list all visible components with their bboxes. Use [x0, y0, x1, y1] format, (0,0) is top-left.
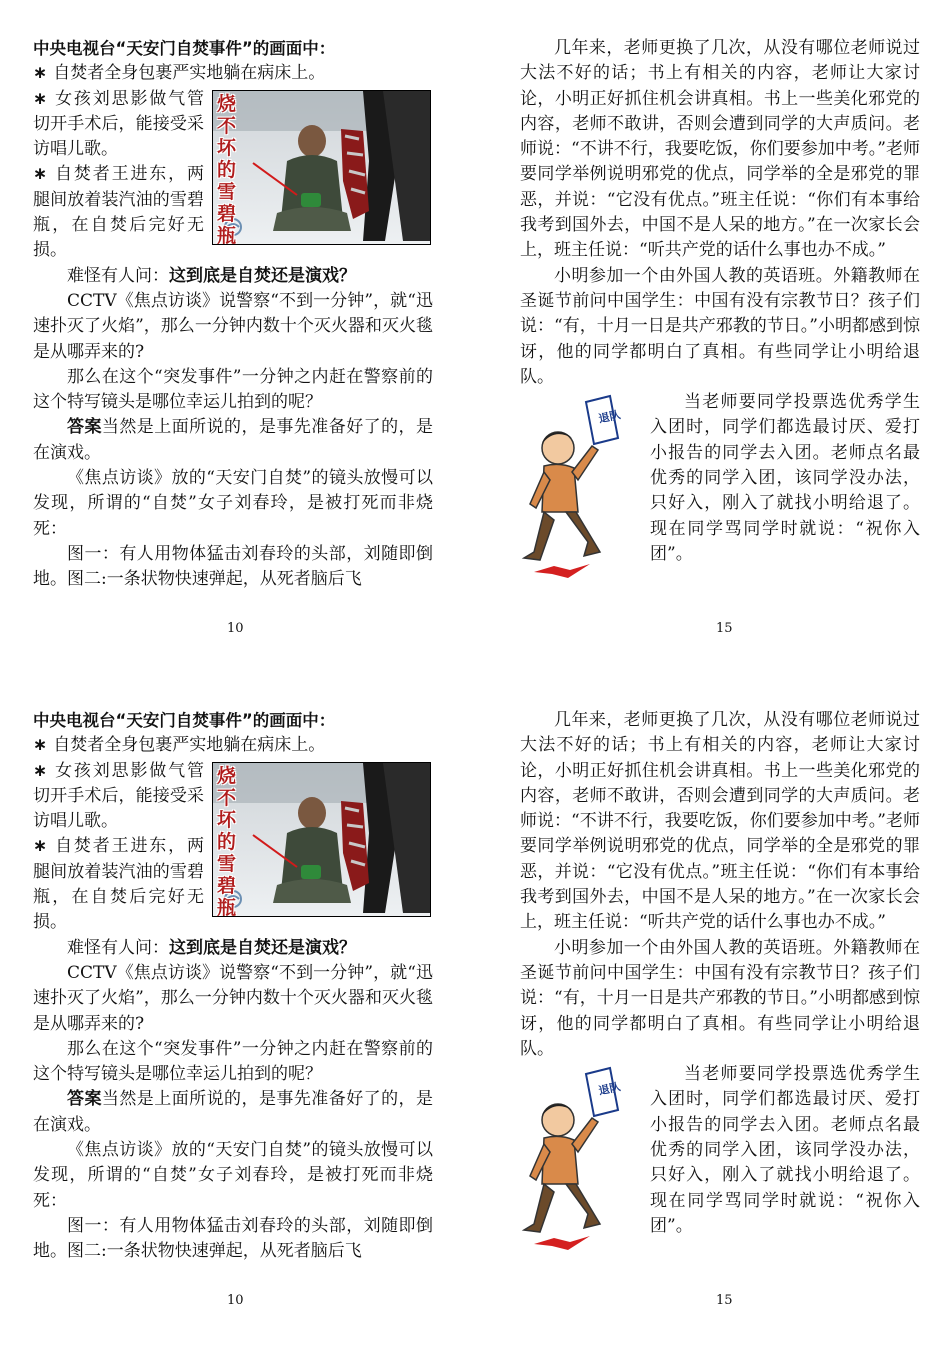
question-prefix: 难怪有人问： [67, 937, 169, 958]
photo-caption: 烧不坏的雪碧瓶 [217, 92, 237, 245]
bullet-star-icon: ∗ [33, 760, 48, 781]
cartoon-figure [514, 1064, 644, 1254]
answer-label: 答案 [67, 417, 102, 438]
body-paragraph: 几年来，老师更换了几次，从没有哪位老师说过大法不好的话；书上有相关的内容，老师让大家讨论，小明正好抓住机会讲真相。书上一些美化邪党的内容，老师不敢讲，否则会遭到同学的大声质问。老师说：“不讲不行，我要吃饭，你们要参加中考。”老师要同学举例说明邪党的优点，同学举的全是邪党的罪恶，并说：“它没有优点。”班主任说：“你们有本事给我考到国外去，中国不是人呆的地方。”在一次家长会上，班主任说：“听共产党的话什么事也办不成。” [520, 38, 920, 261]
question-paragraph [33, 264, 433, 289]
photo-illustration [213, 763, 431, 917]
cartoon-boy-illustration [514, 392, 644, 582]
body-paragraph: 图一：有人用物体猛击刘春玲的头部，刘随即倒地。图二:一条状物快速弹起，从死者脑后飞 [33, 543, 433, 590]
bullet-star-icon: ∗ [33, 735, 48, 756]
news-photo [212, 90, 431, 245]
bullet-star-icon: ∗ [33, 836, 48, 857]
body-paragraph: 几年来，老师更换了几次，从没有哪位老师说过大法不好的话；书上有相关的内容，老师让大家讨论，小明正好抓住机会讲真相。书上一些美化邪党的内容，老师不敢讲，否则会遭到同学的大声质问。老师说：“不讲不行，我要吃饭，你们要参加中考。”老师要同学举例说明邪党的优点，同学举的全是邪党的罪恶，并说：“它没有优点。”班主任说：“你们有本事给我考到国外去，中国不是人呆的地方。”在一次家长会上，班主任说：“听共产党的话什么事也办不成。” [520, 710, 920, 933]
page-number-left: 10 [227, 1293, 244, 1308]
bullet-text: 自焚者全身包裹严实地躺在病床上。 [53, 63, 326, 84]
bullet-text: 女孩刘思影做气管切开手术后，能接受采访唱儿歌。 [33, 760, 204, 832]
answer-paragraph [33, 1087, 433, 1138]
question-bold: 这到底是自焚还是演戏？ [169, 937, 356, 958]
question-paragraph [33, 936, 433, 961]
body-paragraph: 图一：有人用物体猛击刘春玲的头部，刘随即倒地。图二:一条状物快速弹起，从死者脑后飞 [33, 1215, 433, 1262]
bullet-star-icon: ∗ [33, 88, 48, 109]
bullet-item [33, 733, 433, 758]
cartoon-sign-text: 退队 [597, 1080, 622, 1098]
booklet-spread-bottom [0, 672, 950, 1344]
left-page-column [33, 708, 433, 1265]
answer-text: 当然是上面所说的，是事先准备好了的，是在演戏。 [33, 1089, 434, 1135]
body-paragraph: 当老师要同学投票选优秀学生入团时，同学们都选最讨厌、爱打小报告的同学去入团。老师点名最优秀的同学入团，该同学没办法，只好入，刚入了就找小明给退了。现在同学骂同学时就说：“祝你入团”。 [650, 1064, 920, 1236]
bullet-star-icon: ∗ [33, 63, 48, 84]
right-page-column [520, 36, 920, 582]
cartoon-figure [514, 392, 644, 582]
bullet-text: 自焚者全身包裹严实地躺在病床上。 [53, 735, 326, 756]
page-number-right: 15 [716, 621, 733, 636]
bullet-item [33, 61, 433, 86]
bullet-text: 自焚者王进东，两腿间放着装汽油的雪碧瓶，在自焚后完好无损。 [33, 164, 204, 261]
bullet-text: 自焚者王进东，两腿间放着装汽油的雪碧瓶，在自焚后完好无损。 [33, 836, 204, 933]
booklet-spread-top [0, 0, 950, 672]
page-number-left: 10 [227, 621, 244, 636]
bullet-star-icon: ∗ [33, 164, 48, 185]
body-paragraph: 小明参加一个由外国人教的英语班。外籍教师在圣诞节前问中国学生：中国有没有宗教节日？孩子们说：“有，十月一日是共产邪教的节日。”小明都感到惊讶，他的同学都明白了真相。有些同学让小明给退队。 [520, 937, 920, 1059]
left-page-column [33, 36, 433, 593]
body-paragraph: 那么在这个“突发事件”一分钟之内赶在警察前的这个特写镜头是哪位幸运儿拍到的呢？ [33, 1038, 433, 1085]
page-number-right: 15 [716, 1293, 733, 1308]
body-paragraph: 《焦点访谈》放的“天安门自焚”的镜头放慢可以发现，所谓的“自焚”女子刘春玲，是被打死而非烧死： [33, 468, 433, 539]
body-paragraph: CCTV《焦点访谈》说警察“不到一分钟”，就“迅速扑灭了火焰”，那么一分钟内数十个灭火器和灭火毯是从哪弄来的? [33, 290, 433, 362]
cartoon-boy-illustration [514, 1064, 644, 1254]
right-page-column [520, 708, 920, 1254]
answer-text: 当然是上面所说的，是事先准备好了的，是在演戏。 [33, 417, 434, 463]
question-prefix: 难怪有人问： [67, 265, 169, 286]
answer-paragraph [33, 415, 433, 466]
news-photo [212, 762, 431, 917]
body-paragraph: 《焦点访谈》放的“天安门自焚”的镜头放慢可以发现，所谓的“自焚”女子刘春玲，是被打死而非烧死： [33, 1140, 433, 1211]
cartoon-sign-text: 退队 [597, 408, 622, 426]
answer-label: 答案 [67, 1089, 102, 1110]
body-paragraph: 当老师要同学投票选优秀学生入团时，同学们都选最讨厌、爱打小报告的同学去入团。老师点名最优秀的同学入团，该同学没办法，只好入，刚入了就找小明给退了。现在同学骂同学时就说：“祝你入团”。 [650, 392, 920, 564]
section-heading: 中央电视台“天安门自焚事件”的画面中： [33, 711, 336, 730]
bullet-text: 女孩刘思影做气管切开手术后，能接受采访唱儿歌。 [33, 88, 204, 160]
body-paragraph: CCTV《焦点访谈》说警察“不到一分钟”，就“迅速扑灭了火焰”，那么一分钟内数十个灭火器和灭火毯是从哪弄来的? [33, 962, 433, 1034]
body-paragraph: 那么在这个“突发事件”一分钟之内赶在警察前的这个特写镜头是哪位幸运儿拍到的呢？ [33, 366, 433, 413]
question-bold: 这到底是自焚还是演戏？ [169, 265, 356, 286]
body-paragraph: 小明参加一个由外国人教的英语班。外籍教师在圣诞节前问中国学生：中国有没有宗教节日？孩子们说：“有，十月一日是共产邪教的节日。”小明都感到惊讶，他的同学都明白了真相。有些同学让小明给退队。 [520, 265, 920, 387]
section-heading: 中央电视台“天安门自焚事件”的画面中： [33, 39, 336, 58]
photo-illustration [213, 91, 431, 245]
photo-caption: 烧不坏的雪碧瓶 [217, 764, 237, 917]
